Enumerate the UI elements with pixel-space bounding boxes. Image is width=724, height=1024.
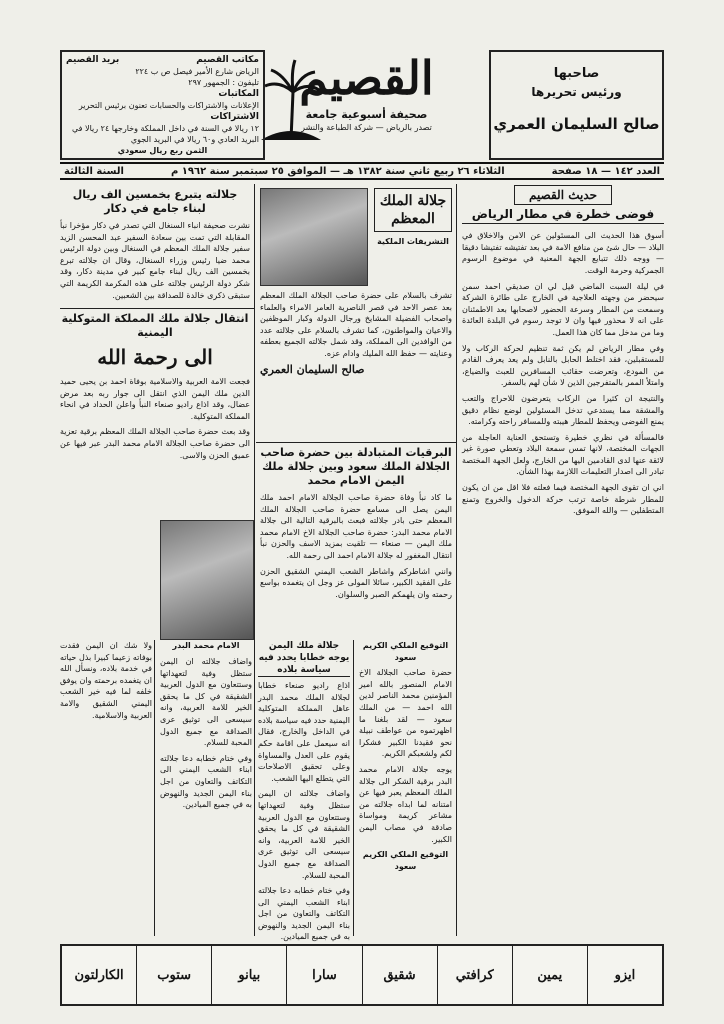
ad-block: الكارلتون xyxy=(62,946,136,1004)
article-paragraph: أسوق هذا الحديث الى المسئولين عن الامن والاخلاق في البلاد — حال شئ من منافع الامة في بعد تفتيشه تفتيشا دقيقا — ووجه ذلك تتبايع الجهة المعنية في موضوع الرسوم الجمركية وحرمة الوقت. xyxy=(462,231,664,275)
article-paragraph: والنتيجة ان كثيرا من الركاب يتعرضون للاحراج والتعب والمشقة مما يستدعي تدخل المسئولين لوضع نظام دقيق يمنع الفوضى ويحفظ للمطار هيبته وللمسافر راحته وكرامته. xyxy=(462,393,664,427)
telegrams-continued xyxy=(359,640,452,936)
photo-caption: الامام محمد البدر xyxy=(172,641,240,650)
article-headline: فوضى خطرة في مطار الرياض xyxy=(462,209,664,225)
article-paragraph: فجعت الامة العربية والاسلامية بوفاة احمد بن يحيى حميد الدين ملك اليمن الذي انتقل الى جوار ربه بعد مرض عضال، وقد اذاع راديو صنعاء النبأ واعلن الحداد في انحاء المملكة المتوكلية. xyxy=(60,377,250,421)
subscriptions-text: ١٢ ريالا في السنة في داخل المملكة وخارجها ٢٤ ريالا في البريد العادي و٦٠ ريالا في البريد الجوي xyxy=(71,124,259,144)
correspondence-text: الإعلانات والاشتراكات والحسابات تعنون برئيس التحرير xyxy=(78,101,259,110)
speech-headline: جلالة ملك اليمن يوجه خطابا يحدد فيه سياسة بلاده xyxy=(258,641,350,675)
article-paragraph: واضاف جلالته ان اليمن ستظل وفية لتعهداتها وستتعاون مع الدول العربية الشقيقة في كل ما يحقق الخير للامة العربية، وانه سيسعى الى توثيق عرى الصداقة مع جميع الدول المحبة للسلام. xyxy=(160,657,252,748)
donation-article xyxy=(60,188,250,306)
speech-article xyxy=(258,640,350,942)
section-rule xyxy=(256,442,456,443)
logo-area xyxy=(259,50,474,160)
ad-block: كرافتي xyxy=(437,946,512,1004)
royal-signature-label: التوقيع الملكي الكريم xyxy=(362,850,449,860)
article-paragraph: ولا شك ان اليمن فقدت بوفاته زعيما كبيرا بذل حياته في خدمة بلاده، ونسأل الله ان يتغمده برحمته وان يوفق خلفه لما فيه خير الشعب اليمني الشقيق والامة العربية والاسلامية. xyxy=(60,641,152,720)
logo-subtitle-2: تصدر بالرياض — شركة الطباعة والنشر xyxy=(301,123,432,132)
section-rule xyxy=(60,308,254,309)
editor-name: صالح السليمان العمري xyxy=(493,115,660,133)
yemen-subheadline: الى رحمة الله xyxy=(97,345,213,369)
king-headline: جلالة الملك المعظم xyxy=(374,188,452,232)
article-paragraph: حضرة صاحب الجلالة الاخ الامام المنصور بالله امير المؤمنين محمد الناصر لدين الله احمد — من الملك سعود — لقد بلغنا ما اظهرتموه من عواطف نبيلة نحو فقيدنا الكبير فشكرا لكم ولشعبكم الكريم. xyxy=(359,668,452,759)
article-paragraph: وفي مطار الرياض لم يكن ثمة تنظيم لحركة الركاب ولا للمستقبلين، فقد اختلط الحابل بالنابل ولم يعد يعرف القادم من المودع، وتعرضت حقائب المسافرين للعبث والضياع، وامتلأ الممر بالمتفرجين الذين لا شأن لهم بالسفر. xyxy=(462,343,664,388)
price-text: الثمن ربع ريال سعودي xyxy=(117,146,208,155)
masthead xyxy=(60,50,664,160)
issue-year: السنة الثالثة xyxy=(64,165,124,177)
article-paragraph: وانني اشاطركم واشاطر الشعب اليمني الشقيق الحزن على الفقيد الكبير، سائلا المولى عز وجل ان يتغمده بواسع رحمته وان يلهمكم الصبر والسلوان. xyxy=(260,566,452,599)
subscriptions-label: الاشتراكات xyxy=(210,112,259,122)
office-label: مكاتب القصيم xyxy=(196,55,259,65)
correspondence-label: المكاتبات xyxy=(218,89,259,99)
column-rule xyxy=(456,184,457,936)
phone-text: تليفون : الجمهور ٢٩٧ xyxy=(188,78,259,87)
imam-photo xyxy=(160,520,254,640)
issue-number: العدد ١٤٢ — ١٨ صفحة xyxy=(551,165,660,177)
palm-tree-icon xyxy=(261,52,321,142)
yemen-headline: انتقال جلالة ملك المملكة المتوكلية اليمنية xyxy=(61,312,249,339)
signature: صالح السليمان العمري xyxy=(260,362,365,376)
right-column xyxy=(462,188,664,936)
logo-subtitle: صحيفة أسبوعية جامعة xyxy=(305,108,428,121)
donation-text: نشرت صحيفة انباء السنغال التي تصدر في دكار مؤخرا نبأ المقابلة التي تمت بين سعادة السفير عبد المحسن الزيد سفير جلالة الملك المعظم في السنغال وبين دولة الرئيس محمد ضيا رئيس وزراء السنغال، وقال ان جلالته تبرع بخمسين الف ريال لبناء جامع كبير في مدينة دكار، وقد شكر دولة الرئيس جلالته على هذه المكرمة الكريمة التي ستبقى ذكرى خالدة للصداقة بين الشعبين. xyxy=(60,221,250,300)
king-article xyxy=(260,188,452,438)
telegrams-article xyxy=(260,446,452,638)
royal-signature: سعود xyxy=(394,652,417,662)
article-paragraph: فالمسألة في نظري خطيرة وتستحق العناية العاجلة من الجهات المختصة، لانها تمس سمعة البلاد وتعطي صورة غير لائقة عنها لدى القادمين اليها من الخارج، ولعل الجهة المختصة تبادر الى اصدار التعليمات اللازمة بهذا الشأن. xyxy=(462,432,664,477)
column-rule xyxy=(254,184,255,936)
article-paragraph: في ليلة السبت الماضي قيل لي ان صديقي احمد سمن سيحضر من وجهته العلاجية في الخارج على طائرة الشركة وسمعت من المطار وسرعة الحضور لاصحابها بعد الاطمئنان على انه لا محذور فيها وان لا توجد رسوم في البلدة العائدة وما من مدخل مما كان هذا العمل. xyxy=(462,281,664,337)
ad-block: ستوب xyxy=(136,946,211,1004)
ad-block: بيانو xyxy=(211,946,286,1004)
donation-headline: جلالته يتبرع بخمسين الف ريال لبناء جامع في دكار xyxy=(72,188,238,215)
section-badge: حديث القصيم xyxy=(514,185,612,205)
office-text: الرياض شارع الأمير فيصل ص ب ٢٢٤ xyxy=(135,67,259,76)
article-paragraph: ما كاد نبأ وفاة حضرة صاحب الجلالة الامام احمد ملك اليمن يصل الى مسامع حضرة صاحب الجلالة الملك المعظم حتى بادر جلالته فبعث بالبرقية التالية الى جلالة الامام محمد البدر: حضرة صاحب الجلالة الاخ الامام محمد ملك اليمن — صنعاء — تلقيت بمزيد الاسف والحزن نبأ انتقال المغفور له جلالة الامام احمد الى رحمة الله. xyxy=(260,493,452,560)
king-photo xyxy=(260,188,368,286)
ad-block: ايزو xyxy=(587,946,662,1004)
column-rule xyxy=(353,640,354,936)
article-paragraph: واضاف جلالته ان اليمن ستظل وفية لتعهداتها وستتعاون مع الدول العربية الشقيقة في كل ما يحقق الخير للامة العربية، وانه سيسعى الى توثيق عرى الصداقة مع جميع الدول المحبة للسلام. xyxy=(258,789,350,880)
mail-label: بريد القصيم xyxy=(66,55,120,65)
editor-box xyxy=(489,50,664,160)
royal-signature-label: التوقيع الملكي الكريم xyxy=(362,641,449,650)
issue-date: الثلاثاء ٢٦ ربيع ثاني سنة ١٣٨٢ هـ — الموافق ٢٥ سبتمبر سنة ١٩٦٢ م xyxy=(170,165,505,177)
article-paragraph: يوجه جلالة الامام محمد البدر برقية الشكر الى جلالة الملك المعظم يعبر فيها عن امتنانه لما ابداه جلالته من مشاعر كريمة ومواساة صادقة في مصاب اليمن الكبير. xyxy=(359,764,452,844)
king-text: تشرف بالسلام على حضرة صاحب الجلالة الملك المعظم بعد عصر الاحد في قصر الناصرية العامر الامراء والعلماء واصحاب الفضيلة المشايخ ورجال الدولة وكبار الموظفين والاعيان والمواطنون، كما تشرف بالسلام على جلالته عدد من الوافدين الى المملكة، وقد شمل جلالته الجميع بعطفه وعنايته — حفظ الله المليك وادام عزه. xyxy=(260,291,452,358)
king-subheading: التشريفات الملكية xyxy=(377,237,449,246)
article-paragraph: وفي ختام خطابه دعا جلالته ابناء الشعب اليمني الى التكاتف والتعاون من اجل بناء اليمن الجديد والنهوض به في جميع الميادين. xyxy=(160,753,252,810)
ad-block: سارا xyxy=(286,946,361,1004)
royal-signature: سعود xyxy=(394,861,417,871)
ad-block: شقيق xyxy=(362,946,437,1004)
article-paragraph: وقد بعث حضرة صاحب الجلالة الملك المعظم برقية تعزية الى حضرة صاحب الجلالة الامام محمد البدر عبر فيها عن عميق الحزن والاسى. xyxy=(60,427,250,460)
newspaper-logo: القصيم xyxy=(299,51,434,105)
article-paragraph: اني ان تقوى الجهة المختصة فيما فعلته فلا اقل من ان يكون للمطار شرطة خاصة ترتب حركة الدخول والخروج وتمنع المتطفلين — والله الموفق. xyxy=(462,483,664,516)
editor-line2: ورئيس تحريرها xyxy=(531,85,622,99)
speech-continued xyxy=(160,656,252,936)
telegrams-headline: البرقيات المتبادلة بين حضرة صاحب الجلالة الملك سعود وبين جلالة ملك اليمن الامام محمد xyxy=(260,446,452,487)
info-box xyxy=(60,50,265,160)
article-paragraph: وفي ختام خطابه دعا جلالته ابناء الشعب اليمني الى التكاتف والتعاون من اجل بناء اليمن الجديد والنهوض به في جميع الميادين. xyxy=(258,886,350,942)
ad-block: يمين xyxy=(512,946,587,1004)
editor-line1: صاحبها xyxy=(553,66,600,81)
yemen-article-left xyxy=(60,640,152,936)
issue-line xyxy=(60,162,664,180)
ads-strip xyxy=(60,944,664,1006)
article-paragraph: اذاع راديو صنعاء خطابا لجلالة الملك محمد البدر عاهل المملكة المتوكلية اليمنية حدد فيه سياسة بلاده في الداخل والخارج، فقال انه سيعمل على اقامة حكم يقوم على العدل والمساواة وعلى تحقيق الاصلاحات التي يتطلع اليها الشعب. xyxy=(258,681,350,783)
